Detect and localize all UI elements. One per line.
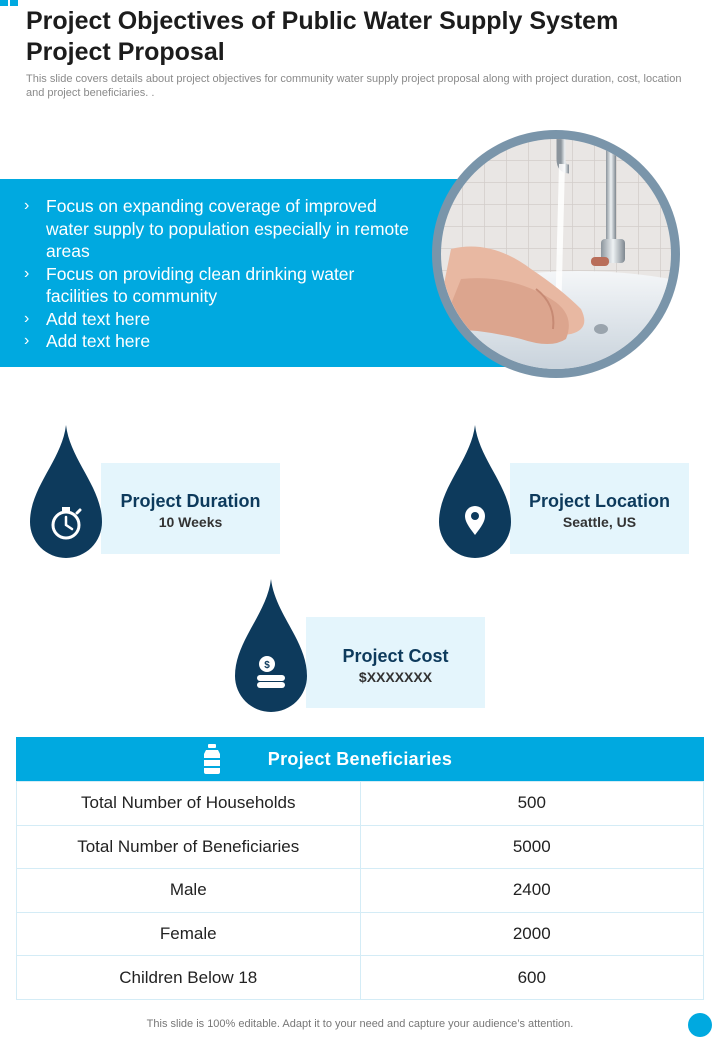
beneficiaries-title: Project Beneficiaries bbox=[267, 749, 453, 769]
project-location-value: Seattle, US bbox=[562, 514, 637, 530]
coins-icon bbox=[235, 579, 307, 712]
page-title: Project Objectives of Public Water Supply System Project Proposal bbox=[26, 7, 619, 66]
svg-text:$: $ bbox=[264, 660, 270, 671]
chevron-right-icon: › bbox=[24, 309, 30, 327]
row-value: 500 bbox=[360, 782, 704, 826]
row-value: 2400 bbox=[360, 869, 704, 913]
project-location-title: Project Location bbox=[528, 491, 671, 511]
page-indicator-dot bbox=[688, 1013, 712, 1037]
row-value: 2000 bbox=[360, 912, 704, 956]
row-label: Total Number of Beneficiaries bbox=[17, 825, 361, 869]
table-row bbox=[17, 782, 704, 826]
project-duration-value: 10 Weeks bbox=[158, 514, 223, 530]
row-label: Male bbox=[17, 869, 361, 913]
project-duration-title: Project Duration bbox=[120, 491, 261, 511]
row-value: 600 bbox=[360, 956, 704, 1000]
table-row bbox=[17, 912, 704, 956]
hand-washing-photo bbox=[432, 130, 680, 378]
project-location-card bbox=[510, 463, 689, 554]
stopwatch-icon bbox=[30, 425, 102, 558]
beneficiaries-table bbox=[16, 781, 704, 1000]
table-row bbox=[17, 956, 704, 1000]
row-value: 5000 bbox=[360, 825, 704, 869]
beneficiaries-header bbox=[16, 737, 704, 781]
chevron-right-icon: › bbox=[24, 264, 30, 282]
chevron-right-icon: › bbox=[24, 332, 30, 349]
project-cost-card bbox=[306, 617, 485, 708]
chevron-right-icon: › bbox=[24, 197, 30, 214]
project-duration-card bbox=[101, 463, 280, 554]
map-pin-icon bbox=[439, 425, 511, 558]
row-label: Female bbox=[17, 912, 361, 956]
row-label: Children Below 18 bbox=[17, 956, 361, 1000]
objective-item: › Focus on providing clean drinking water facilities to community bbox=[24, 263, 355, 306]
page-subtitle: This slide covers details about project objectives for community water supply project proposal along with project duration, cost, location and project beneficiaries. . bbox=[26, 73, 682, 99]
objectives-list bbox=[24, 195, 414, 353]
project-cost-title: Project Cost bbox=[342, 646, 449, 666]
hand-washing-illustration bbox=[441, 139, 671, 369]
objective-item: › Focus on expanding coverage of improved water supply to population especially in remote areas bbox=[24, 196, 409, 261]
objective-item: › Add text here bbox=[24, 331, 151, 351]
objective-item: › Add text here bbox=[24, 308, 151, 329]
project-cost-value: $XXXXXXX bbox=[358, 669, 433, 685]
footer-note: This slide is 100% editable. Adapt it to your need and capture your audience’s attention. bbox=[146, 1018, 574, 1030]
row-label: Total Number of Households bbox=[17, 782, 361, 826]
table-row bbox=[17, 825, 704, 869]
table-row bbox=[17, 869, 704, 913]
corner-accent bbox=[0, 0, 18, 6]
